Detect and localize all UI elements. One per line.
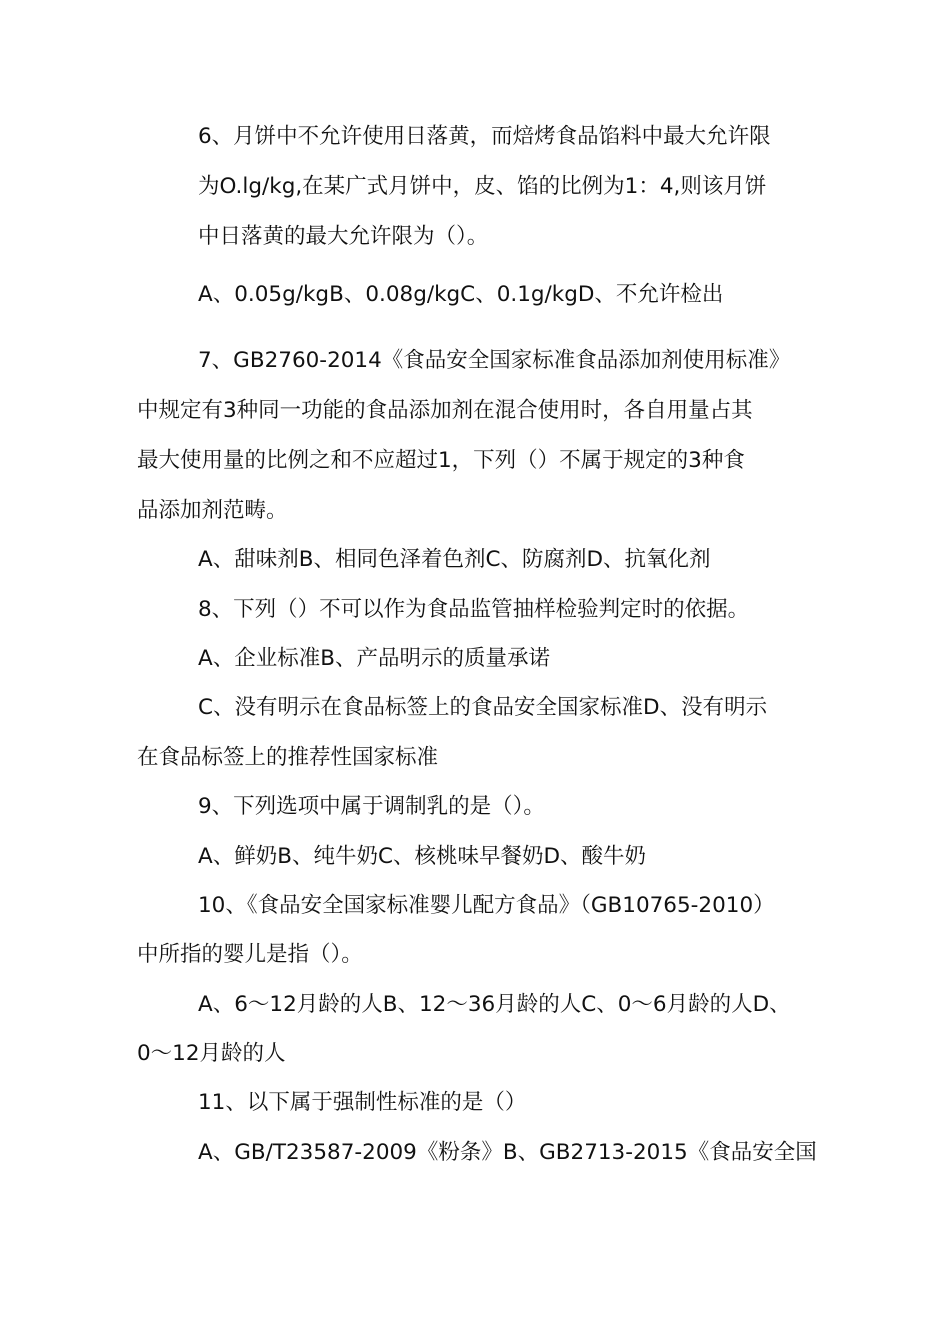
question-6-line-3: 中日落黄的最大允许限为（）。 — [198, 224, 489, 249]
question-10-line-2: 中所指的婴儿是指（）。 — [137, 942, 363, 967]
question-8-options-3: 在食品标签上的推荐性国家标准 — [137, 745, 439, 770]
question-6-line-1: 6、月饼中不允许使用日落黄，而焙烤食品馅料中最大允许限 — [198, 124, 771, 149]
question-8-line-1: 8、下列（）不可以作为食品监管抽样检验判定时的依据。 — [198, 597, 750, 622]
question-9-line-1: 9、下列选项中属于调制乳的是（）。 — [198, 794, 545, 819]
question-7-options: A、甜味剂B、相同色泽着色剂C、防腐剂D、抗氧化剂 — [198, 547, 711, 572]
question-10-line-1: 10、《食品安全国家标准婴儿配方食品》（GB10765-2010） — [198, 893, 775, 918]
question-8-options-2: C、没有明示在食品标签上的食品安全国家标准D、没有明示 — [198, 695, 768, 720]
question-8-options-1: A、企业标准B、产品明示的质量承诺 — [198, 646, 550, 671]
question-7-line-1: 7、GB2760-2014《食品安全国家标准食品添加剂使用标准》 — [198, 348, 791, 373]
question-10-options-1: A、6〜12月龄的人B、12〜36月龄的人C、0〜6月龄的人D、 — [198, 992, 791, 1017]
question-7-line-3: 最大使用量的比例之和不应超过1，下列（）不属于规定的3种食 — [137, 448, 745, 473]
question-6-line-2: 为O.lg/kg,在某广式月饼中，皮、馅的比例为1：4,则该月饼 — [198, 174, 767, 199]
question-6-options: A、0.05g/kgB、0.08g/kgC、0.1g/kgD、不允许检出 — [198, 282, 724, 307]
question-7-line-4: 品添加剂范畴。 — [137, 498, 288, 523]
question-10-options-2: 0〜12月龄的人 — [137, 1041, 286, 1066]
question-11-line-1: 11、以下属于强制性标准的是（） — [198, 1090, 527, 1115]
question-7-line-2: 中规定有3种同一功能的食品添加剂在混合使用时，各自用量占其 — [137, 398, 753, 423]
question-11-options: A、GB/T23587-2009《粉条》B、GB2713-2015《食品安全国 — [198, 1140, 817, 1165]
question-9-options: A、鲜奶B、纯牛奶C、核桃味早餐奶D、酸牛奶 — [198, 844, 647, 869]
